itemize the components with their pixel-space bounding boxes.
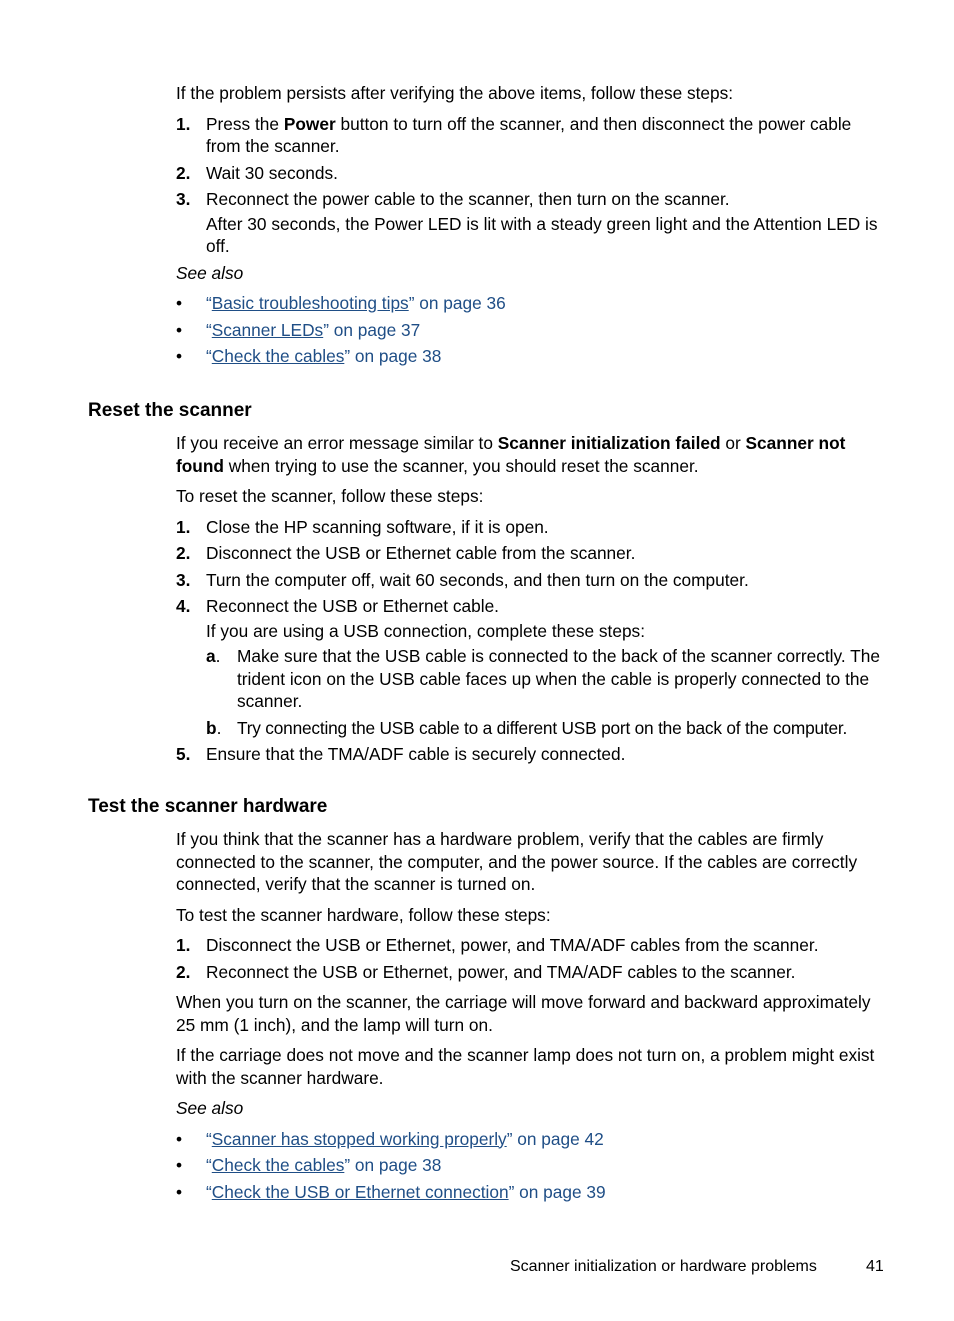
step-number: 2. (176, 543, 191, 563)
see-also-link[interactable]: “Check the USB or Ethernet connection” on page 39 (206, 1181, 606, 1202)
reset-intro: If you receive an error message similar to Scanner initialization failed or Scanner not found when trying to use the scanner, you should reset the scanner. (176, 433, 846, 476)
intro-lead: If the problem persists after verifying the above items, follow these steps: (176, 83, 734, 103)
reset-substeps (206, 645, 888, 739)
step-note: After 30 seconds, the Power LED is lit with a steady green light and the Attention LED is off. (206, 213, 878, 256)
see-also-label: See also (176, 262, 244, 283)
intro-step (176, 162, 888, 185)
intro-section (176, 82, 888, 372)
test-intro: If you think that the scanner has a hardware problem, verify that the cables are firmly connected to the scanner, the computer, and the power source. If the cables are correctly connected, verify that the scanner is turned on. (176, 829, 858, 894)
step-number: 1. (176, 516, 191, 537)
step-text: Press the (206, 113, 284, 134)
step-text: Turn the computer off, wait 60 seconds, and then turn on the computer. (206, 569, 749, 590)
see-also-item (176, 319, 888, 342)
intro-steps (176, 113, 888, 258)
bullet: • (176, 1181, 183, 1202)
see-also-item (176, 1154, 888, 1177)
bullet: • (176, 1128, 183, 1149)
substep-text: Make sure that the USB cable is connected to the back of the scanner correctly. The trident icon on the USB cable faces up when the cable is properly connected to the scanner. (237, 646, 880, 711)
reset-substep (206, 645, 888, 713)
section-heading-test: Test the scanner hardware (88, 796, 328, 817)
see-also-link[interactable]: “Check the cables” on page 38 (206, 346, 442, 366)
section-heading-reset: Reset the scanner (88, 400, 252, 421)
step-text: Ensure that the TMA/ADF cable is securely connected. (206, 744, 626, 764)
substep-letter: a. (206, 646, 221, 666)
step-number: 2. (176, 961, 191, 982)
see-also-link[interactable]: “Scanner has stopped working properly” on page 42 (206, 1128, 604, 1149)
test-step (176, 961, 888, 984)
test-lead: To test the scanner hardware, follow these steps: (176, 904, 551, 925)
substep-text: Try connecting the USB cable to a different USB port on the back of the computer. (237, 717, 848, 738)
bullet: • (176, 293, 183, 313)
see-also-item (176, 1128, 888, 1151)
bullet: • (176, 346, 183, 366)
see-also-item (176, 345, 888, 368)
reset-step (176, 516, 888, 539)
step-text: Close the HP scanning software, if it is open. (206, 516, 549, 537)
step-number: 1. (176, 935, 191, 955)
step-text: Reconnect the USB or Ethernet, power, and TMA/ADF cables to the scanner. (206, 961, 796, 982)
see-also-label: See also (176, 1098, 244, 1118)
reset-step (176, 743, 888, 766)
step-text: Reconnect the power cable to the scanner, then turn on the scanner. (206, 189, 730, 209)
reset-step (176, 595, 888, 739)
substep-letter: b. (206, 717, 222, 738)
test-paragraph: When you turn on the scanner, the carriage will move forward and backward approximately 25 mm (1 inch), and the lamp will turn on. (176, 992, 871, 1035)
bullet: • (176, 319, 183, 340)
reset-lead: To reset the scanner, follow these steps: (176, 486, 484, 506)
see-also-item (176, 292, 888, 315)
test-steps (176, 934, 888, 983)
bullet: • (176, 1155, 183, 1175)
see-also-list (176, 1128, 888, 1204)
step-number: 5. (176, 744, 191, 764)
see-also-link[interactable]: “Check the cables” on page 38 (206, 1155, 442, 1175)
see-also-link[interactable]: “Basic troubleshooting tips” on page 36 (206, 293, 506, 313)
step-text: button to turn off the scanner, and then disconnect the power cable from the scanner. (206, 113, 852, 156)
test-step (176, 934, 888, 957)
step-text: Reconnect the USB or Ethernet cable. (206, 596, 499, 616)
intro-step (176, 188, 888, 258)
step-text: Disconnect the USB or Ethernet, power, and TMA/ADF cables from the scanner. (206, 935, 819, 955)
step-number: 2. (176, 162, 191, 183)
intro-step (176, 113, 888, 158)
step-bold-text: Power (283, 113, 336, 134)
page-number: 41 (866, 1258, 884, 1275)
step-text: Wait 30 seconds. (206, 162, 338, 183)
see-also-item (176, 1181, 888, 1204)
step-text: Disconnect the USB or Ethernet cable from the scanner. (206, 543, 636, 563)
see-also-link[interactable]: “Scanner LEDs” on page 37 (206, 319, 421, 340)
step-number: 4. (176, 596, 191, 616)
reset-step (176, 569, 888, 592)
step-note: If you are using a USB connection, complete these steps: (206, 620, 646, 641)
step-number: 1. (176, 113, 191, 134)
footer-title: Scanner initialization or hardware problems (510, 1258, 817, 1275)
reset-substep (206, 717, 888, 740)
see-also-list (176, 292, 888, 368)
reset-section (176, 432, 888, 770)
test-paragraph: If the carriage does not move and the scanner lamp does not turn on, a problem might exist with the scanner hardware. (176, 1045, 875, 1088)
test-section (176, 828, 888, 1207)
step-number: 3. (176, 189, 191, 209)
step-number: 3. (176, 569, 191, 590)
reset-step (176, 542, 888, 565)
reset-steps (176, 516, 888, 766)
